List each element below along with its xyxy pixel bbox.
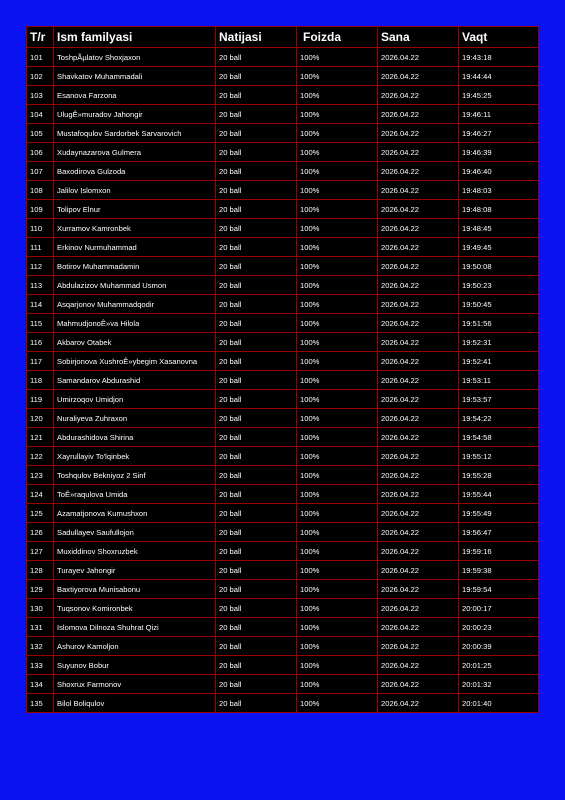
cell-number: 103	[27, 86, 54, 105]
table-row	[27, 314, 539, 333]
table-row	[27, 352, 539, 371]
cell-result: 20 ball	[216, 124, 297, 143]
cell-date: 2026.04.22	[378, 333, 459, 352]
cell-name: MahmudjonoÊ»va Hilola	[54, 314, 216, 333]
cell-number: 129	[27, 580, 54, 599]
cell-percent: 100%	[297, 162, 378, 181]
cell-percent: 100%	[297, 276, 378, 295]
cell-result: 20 ball	[216, 219, 297, 238]
cell-percent: 100%	[297, 200, 378, 219]
header-date: Sana	[378, 27, 459, 48]
cell-name: Akbarov Otabek	[54, 333, 216, 352]
cell-result: 20 ball	[216, 238, 297, 257]
cell-result: 20 ball	[216, 504, 297, 523]
cell-time: 20:01:25	[459, 656, 539, 675]
cell-percent: 100%	[297, 523, 378, 542]
cell-name: Mustafoqulov Sardorbek Sarvarovich	[54, 124, 216, 143]
cell-result: 20 ball	[216, 276, 297, 295]
cell-result: 20 ball	[216, 466, 297, 485]
cell-time: 19:55:49	[459, 504, 539, 523]
cell-number: 133	[27, 656, 54, 675]
cell-result: 20 ball	[216, 257, 297, 276]
table-row	[27, 523, 539, 542]
cell-number: 132	[27, 637, 54, 656]
cell-number: 118	[27, 371, 54, 390]
table-row	[27, 618, 539, 637]
header-name: Ism familyasi	[54, 27, 216, 48]
cell-number: 108	[27, 181, 54, 200]
cell-percent: 100%	[297, 466, 378, 485]
cell-number: 125	[27, 504, 54, 523]
table-row	[27, 485, 539, 504]
cell-percent: 100%	[297, 352, 378, 371]
table-row	[27, 694, 539, 713]
cell-date: 2026.04.22	[378, 162, 459, 181]
cell-percent: 100%	[297, 86, 378, 105]
cell-result: 20 ball	[216, 200, 297, 219]
table-row	[27, 599, 539, 618]
cell-date: 2026.04.22	[378, 447, 459, 466]
cell-name: Umirzoqov Umidjon	[54, 390, 216, 409]
cell-result: 20 ball	[216, 561, 297, 580]
cell-result: 20 ball	[216, 656, 297, 675]
cell-date: 2026.04.22	[378, 48, 459, 67]
cell-date: 2026.04.22	[378, 276, 459, 295]
cell-date: 2026.04.22	[378, 390, 459, 409]
cell-result: 20 ball	[216, 295, 297, 314]
cell-percent: 100%	[297, 314, 378, 333]
header-row	[27, 27, 539, 48]
cell-time: 19:50:23	[459, 276, 539, 295]
cell-time: 19:52:31	[459, 333, 539, 352]
cell-percent: 100%	[297, 656, 378, 675]
cell-name: Abdurashidova Shirina	[54, 428, 216, 447]
cell-time: 19:48:08	[459, 200, 539, 219]
cell-time: 20:01:40	[459, 694, 539, 713]
cell-name: Muxiddinov Shoxruzbek	[54, 542, 216, 561]
cell-percent: 100%	[297, 295, 378, 314]
cell-date: 2026.04.22	[378, 485, 459, 504]
cell-name: Shoxrux Farmonov	[54, 675, 216, 694]
cell-result: 20 ball	[216, 390, 297, 409]
cell-date: 2026.04.22	[378, 314, 459, 333]
cell-number: 119	[27, 390, 54, 409]
cell-time: 19:46:40	[459, 162, 539, 181]
cell-percent: 100%	[297, 504, 378, 523]
cell-name: Islomova Dilnoza Shuhrat Qizi	[54, 618, 216, 637]
header-number: T/r	[27, 27, 54, 48]
table-row	[27, 466, 539, 485]
table-row	[27, 656, 539, 675]
cell-result: 20 ball	[216, 48, 297, 67]
cell-name: Toshqulov Bekniyoz 2 Sinf	[54, 466, 216, 485]
cell-date: 2026.04.22	[378, 580, 459, 599]
cell-date: 2026.04.22	[378, 428, 459, 447]
cell-percent: 100%	[297, 542, 378, 561]
table-row	[27, 124, 539, 143]
cell-name: ToÊ»raqulova Umida	[54, 485, 216, 504]
cell-percent: 100%	[297, 694, 378, 713]
table-row	[27, 105, 539, 124]
cell-number: 122	[27, 447, 54, 466]
cell-time: 19:48:45	[459, 219, 539, 238]
table-row	[27, 504, 539, 523]
cell-date: 2026.04.22	[378, 86, 459, 105]
cell-result: 20 ball	[216, 181, 297, 200]
cell-number: 134	[27, 675, 54, 694]
cell-percent: 100%	[297, 618, 378, 637]
cell-name: Shavkatov Muhammadali	[54, 67, 216, 86]
cell-time: 19:53:11	[459, 371, 539, 390]
cell-number: 109	[27, 200, 54, 219]
cell-number: 116	[27, 333, 54, 352]
cell-time: 19:56:47	[459, 523, 539, 542]
cell-name: Asqarjonov Muhammadqodir	[54, 295, 216, 314]
cell-time: 20:00:17	[459, 599, 539, 618]
cell-time: 19:55:28	[459, 466, 539, 485]
cell-name: Xayrullayiv To'lqinbek	[54, 447, 216, 466]
cell-number: 131	[27, 618, 54, 637]
cell-name: Samandarov Abdurashid	[54, 371, 216, 390]
cell-time: 19:59:38	[459, 561, 539, 580]
table-row	[27, 200, 539, 219]
cell-time: 19:54:58	[459, 428, 539, 447]
cell-time: 19:51:56	[459, 314, 539, 333]
cell-number: 107	[27, 162, 54, 181]
cell-result: 20 ball	[216, 523, 297, 542]
table-row	[27, 637, 539, 656]
cell-time: 19:44:44	[459, 67, 539, 86]
cell-time: 19:45:25	[459, 86, 539, 105]
cell-time: 19:46:11	[459, 105, 539, 124]
cell-percent: 100%	[297, 428, 378, 447]
cell-number: 127	[27, 542, 54, 561]
cell-percent: 100%	[297, 390, 378, 409]
table-row	[27, 675, 539, 694]
cell-time: 19:55:12	[459, 447, 539, 466]
cell-name: Xudaynazarova Gulmera	[54, 143, 216, 162]
results-sheet	[26, 26, 538, 713]
cell-date: 2026.04.22	[378, 637, 459, 656]
cell-result: 20 ball	[216, 314, 297, 333]
cell-date: 2026.04.22	[378, 561, 459, 580]
cell-result: 20 ball	[216, 428, 297, 447]
table-row	[27, 580, 539, 599]
table-row	[27, 219, 539, 238]
cell-name: Abdulazizov Muhammad Usmon	[54, 276, 216, 295]
cell-name: Turayev Jahongir	[54, 561, 216, 580]
results-table	[26, 26, 539, 713]
cell-time: 19:50:08	[459, 257, 539, 276]
cell-name: Jalilov Islomxon	[54, 181, 216, 200]
cell-time: 19:50:45	[459, 295, 539, 314]
cell-date: 2026.04.22	[378, 238, 459, 257]
table-row	[27, 162, 539, 181]
cell-number: 130	[27, 599, 54, 618]
cell-number: 104	[27, 105, 54, 124]
cell-number: 111	[27, 238, 54, 257]
cell-time: 19:49:45	[459, 238, 539, 257]
cell-date: 2026.04.22	[378, 181, 459, 200]
cell-number: 120	[27, 409, 54, 428]
cell-percent: 100%	[297, 371, 378, 390]
table-row	[27, 86, 539, 105]
cell-name: Esanova Farzona	[54, 86, 216, 105]
cell-name: ToshpÃµlatov Shoxjaxon	[54, 48, 216, 67]
cell-date: 2026.04.22	[378, 219, 459, 238]
cell-number: 113	[27, 276, 54, 295]
cell-name: Botirov Muhammadamin	[54, 257, 216, 276]
cell-date: 2026.04.22	[378, 523, 459, 542]
cell-date: 2026.04.22	[378, 542, 459, 561]
cell-result: 20 ball	[216, 599, 297, 618]
cell-percent: 100%	[297, 561, 378, 580]
cell-percent: 100%	[297, 637, 378, 656]
cell-result: 20 ball	[216, 352, 297, 371]
cell-percent: 100%	[297, 333, 378, 352]
cell-name: Azamatjonova Kumushxon	[54, 504, 216, 523]
cell-time: 19:53:57	[459, 390, 539, 409]
cell-number: 121	[27, 428, 54, 447]
table-row	[27, 428, 539, 447]
cell-result: 20 ball	[216, 162, 297, 181]
cell-percent: 100%	[297, 675, 378, 694]
cell-date: 2026.04.22	[378, 105, 459, 124]
cell-time: 19:52:41	[459, 352, 539, 371]
table-row	[27, 447, 539, 466]
table-row	[27, 238, 539, 257]
cell-time: 19:55:44	[459, 485, 539, 504]
cell-number: 105	[27, 124, 54, 143]
cell-percent: 100%	[297, 48, 378, 67]
cell-date: 2026.04.22	[378, 295, 459, 314]
cell-number: 117	[27, 352, 54, 371]
table-row	[27, 542, 539, 561]
cell-percent: 100%	[297, 485, 378, 504]
cell-date: 2026.04.22	[378, 352, 459, 371]
cell-number: 126	[27, 523, 54, 542]
cell-percent: 100%	[297, 124, 378, 143]
cell-result: 20 ball	[216, 105, 297, 124]
table-row	[27, 276, 539, 295]
cell-name: Sobirjonova XushroÊ»ybegim Xasanovna	[54, 352, 216, 371]
cell-name: Baxtiyorova Munisabonu	[54, 580, 216, 599]
cell-number: 124	[27, 485, 54, 504]
table-row	[27, 181, 539, 200]
cell-result: 20 ball	[216, 333, 297, 352]
cell-result: 20 ball	[216, 580, 297, 599]
cell-percent: 100%	[297, 105, 378, 124]
cell-name: Xurramov Kamronbek	[54, 219, 216, 238]
cell-name: Ashurov Kamoljon	[54, 637, 216, 656]
cell-time: 19:59:54	[459, 580, 539, 599]
cell-number: 135	[27, 694, 54, 713]
cell-time: 20:00:23	[459, 618, 539, 637]
cell-name: Sadullayev Saufullojon	[54, 523, 216, 542]
cell-time: 19:59:16	[459, 542, 539, 561]
table-row	[27, 48, 539, 67]
cell-time: 20:01:32	[459, 675, 539, 694]
cell-number: 102	[27, 67, 54, 86]
cell-name: Nuraliyeva Zuhraxon	[54, 409, 216, 428]
cell-date: 2026.04.22	[378, 200, 459, 219]
cell-date: 2026.04.22	[378, 618, 459, 637]
cell-date: 2026.04.22	[378, 694, 459, 713]
cell-percent: 100%	[297, 219, 378, 238]
cell-number: 112	[27, 257, 54, 276]
cell-result: 20 ball	[216, 371, 297, 390]
table-row	[27, 143, 539, 162]
cell-time: 19:54:22	[459, 409, 539, 428]
cell-percent: 100%	[297, 181, 378, 200]
cell-result: 20 ball	[216, 485, 297, 504]
cell-percent: 100%	[297, 409, 378, 428]
cell-name: Tuqsonov Komironbek	[54, 599, 216, 618]
table-row	[27, 67, 539, 86]
cell-date: 2026.04.22	[378, 67, 459, 86]
cell-percent: 100%	[297, 599, 378, 618]
cell-name: Baxodirova Gulzoda	[54, 162, 216, 181]
cell-date: 2026.04.22	[378, 504, 459, 523]
cell-result: 20 ball	[216, 67, 297, 86]
cell-date: 2026.04.22	[378, 143, 459, 162]
cell-name: Suyunov Bobur	[54, 656, 216, 675]
cell-result: 20 ball	[216, 447, 297, 466]
cell-date: 2026.04.22	[378, 371, 459, 390]
cell-date: 2026.04.22	[378, 409, 459, 428]
cell-date: 2026.04.22	[378, 257, 459, 276]
header-time: Vaqt	[459, 27, 539, 48]
cell-date: 2026.04.22	[378, 599, 459, 618]
cell-result: 20 ball	[216, 409, 297, 428]
table-row	[27, 295, 539, 314]
cell-number: 128	[27, 561, 54, 580]
header-result: Natijasi	[216, 27, 297, 48]
table-row	[27, 409, 539, 428]
cell-number: 115	[27, 314, 54, 333]
cell-name: UlugÊ»muradov Jahongir	[54, 105, 216, 124]
cell-percent: 100%	[297, 257, 378, 276]
cell-percent: 100%	[297, 447, 378, 466]
cell-date: 2026.04.22	[378, 466, 459, 485]
cell-percent: 100%	[297, 67, 378, 86]
cell-date: 2026.04.22	[378, 124, 459, 143]
cell-time: 19:48:03	[459, 181, 539, 200]
cell-result: 20 ball	[216, 143, 297, 162]
cell-number: 101	[27, 48, 54, 67]
cell-number: 106	[27, 143, 54, 162]
cell-result: 20 ball	[216, 637, 297, 656]
table-row	[27, 390, 539, 409]
cell-name: Tolipov Elnur	[54, 200, 216, 219]
cell-name: Bilol Boliqulov	[54, 694, 216, 713]
cell-time: 19:43:18	[459, 48, 539, 67]
table-row	[27, 371, 539, 390]
cell-result: 20 ball	[216, 618, 297, 637]
cell-percent: 100%	[297, 143, 378, 162]
cell-time: 20:00:39	[459, 637, 539, 656]
cell-result: 20 ball	[216, 694, 297, 713]
table-row	[27, 257, 539, 276]
cell-percent: 100%	[297, 238, 378, 257]
cell-date: 2026.04.22	[378, 675, 459, 694]
cell-number: 123	[27, 466, 54, 485]
table-row	[27, 333, 539, 352]
cell-result: 20 ball	[216, 675, 297, 694]
cell-percent: 100%	[297, 580, 378, 599]
cell-number: 114	[27, 295, 54, 314]
cell-date: 2026.04.22	[378, 656, 459, 675]
cell-result: 20 ball	[216, 86, 297, 105]
cell-result: 20 ball	[216, 542, 297, 561]
header-percent: Foizda	[297, 27, 378, 48]
cell-name: Erkinov Nurmuhammad	[54, 238, 216, 257]
cell-time: 19:46:39	[459, 143, 539, 162]
cell-time: 19:46:27	[459, 124, 539, 143]
cell-number: 110	[27, 219, 54, 238]
table-row	[27, 561, 539, 580]
